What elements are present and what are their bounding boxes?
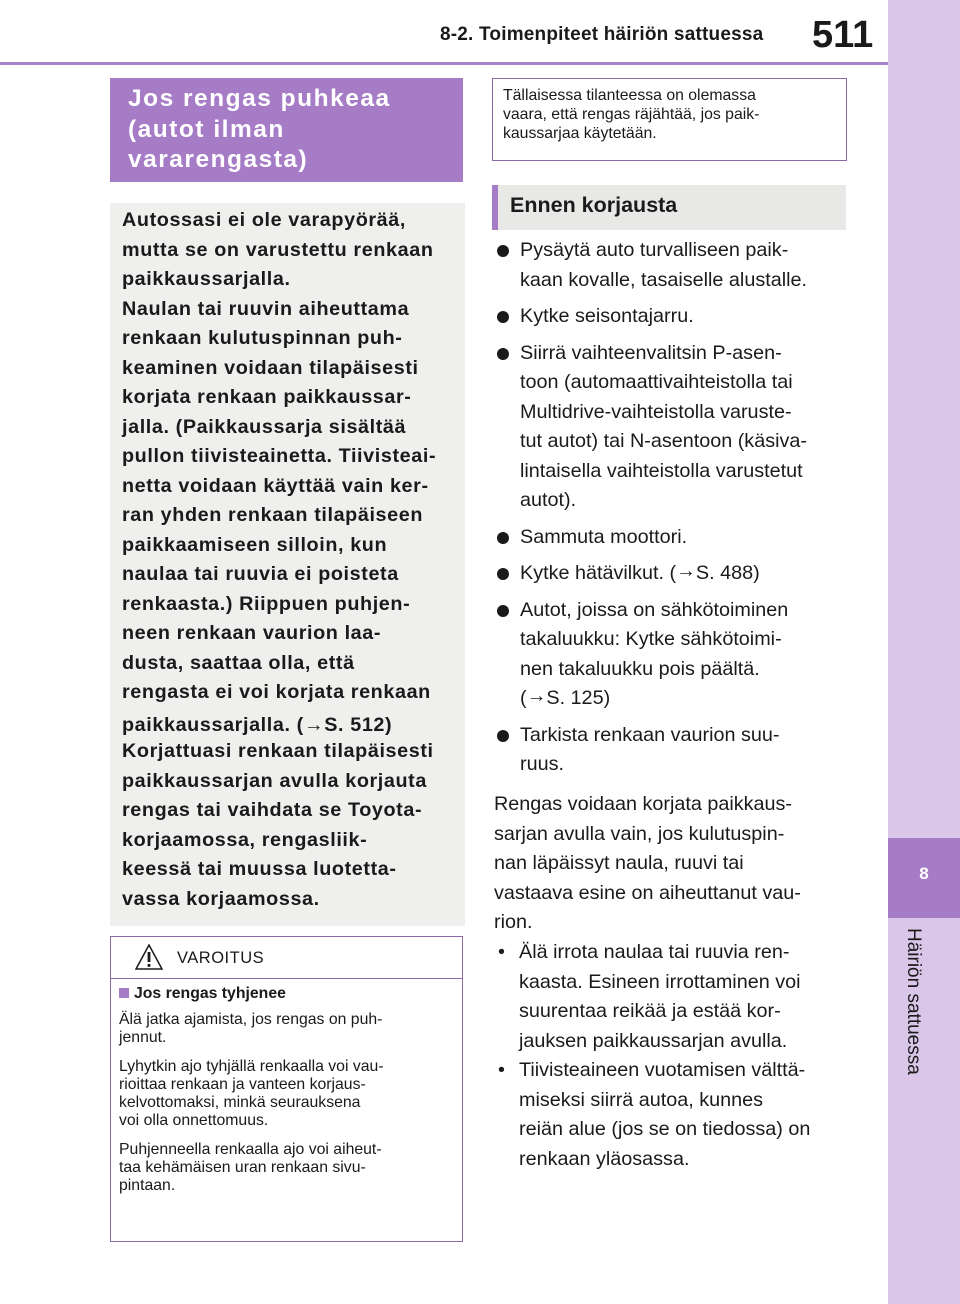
bullet-line: Autot, joissa on sähkötoiminen: [520, 598, 789, 621]
bullet-line: takaluukku: Kytke sähkötoimi-: [520, 628, 782, 650]
sub-bullet-line: miseksi siirrä autoa, kunnes: [519, 1088, 764, 1111]
warning-body: [111, 979, 462, 1195]
paragraph-line: nan läpäissyt naula, ruuvi tai: [494, 852, 744, 874]
paragraph-line: vastaava esine on aiheuttanut vau-: [494, 881, 801, 904]
bullet-dot-icon: [497, 245, 509, 257]
bullet-line-with-ref: [520, 559, 864, 589]
warning-line: Älä jatka ajamista, jos rengas on puh-: [119, 1011, 383, 1028]
note-box: [492, 78, 847, 161]
heading-line: vararengasta): [128, 146, 309, 173]
bullet-line: nen takaluukku pois päältä.: [520, 657, 760, 680]
intro-line: renkaan kulutuspinnan puh-: [122, 327, 403, 349]
intro-line: vassa korjaamossa.: [122, 887, 320, 910]
bullet-dot-icon: [497, 348, 509, 360]
warning-line: taa kehämäisen uran renkaan sivu-: [119, 1159, 366, 1176]
warning-line: voi olla onnettomuus.: [119, 1112, 269, 1129]
warning-box: [110, 936, 463, 1242]
warning-header: [111, 937, 462, 979]
chapter-label: Häiriön sattuessa: [903, 928, 924, 1075]
section-heading-flat-tire: [110, 78, 463, 182]
body-paragraph: [494, 790, 801, 938]
arrow-right-icon: →: [303, 713, 325, 736]
intro-line-with-ref: [122, 708, 455, 738]
bullet-list: [494, 236, 864, 787]
page-reference-link[interactable]: S. 512): [324, 713, 393, 736]
subsection-heading-text: Ennen korjausta: [510, 193, 678, 217]
section-title: 8-2. Toimenpiteet häiriön sattuessa: [440, 24, 764, 45]
chapter-number-box: [888, 838, 960, 918]
warning-subheading: [119, 985, 454, 1003]
sub-bullet-line: Tiivisteaineen vuotamisen välttä-: [519, 1059, 806, 1081]
list-item: [494, 938, 810, 1056]
warning-line: rioittaa renkaan ja vanteen korjaus-: [119, 1076, 366, 1093]
intro-line: jalla. (Paikkaussarja sisältää: [122, 415, 407, 438]
intro-line: korjaamossa, rengasliik-: [122, 828, 368, 851]
arrow-right-icon: →: [676, 560, 696, 582]
bullet-dot-icon: [497, 311, 509, 323]
bullet-dot-icon: [497, 532, 509, 544]
intro-line: rengasta ei voi korjata renkaan: [122, 681, 431, 703]
bullet-text: (: [520, 687, 527, 709]
note-line: kaussarjaa käytetään.: [503, 125, 657, 142]
list-item: [494, 302, 864, 332]
page-reference-link[interactable]: S. 488): [695, 562, 760, 584]
intro-line: paikkaussarjan avulla korjauta: [122, 769, 427, 792]
bullet-line-with-ref: [520, 684, 864, 714]
list-item: [494, 559, 864, 589]
list-item: [494, 523, 864, 553]
bullet-line: ruus.: [520, 753, 564, 775]
bullet-line: Siirrä vaihteenvalitsin P-asen-: [520, 341, 782, 364]
intro-line: paikkaussarjalla. (: [122, 713, 304, 736]
sub-bullet-line: Älä irrota naulaa tai ruuvia ren-: [519, 941, 790, 963]
paragraph-line: Rengas voidaan korjata paikkaus-: [494, 793, 792, 815]
sub-bullet-line: kaasta. Esineen irrottaminen voi: [519, 970, 801, 993]
warning-paragraph: [119, 1141, 454, 1195]
intro-line: keessä tai muussa luotetta-: [122, 858, 397, 880]
header-rule: [0, 62, 888, 65]
subsection-heading: [492, 185, 846, 230]
page-number: 511: [812, 14, 874, 56]
small-bullet-icon: •: [498, 941, 505, 963]
note-line: vaara, että rengas räjähtää, jos paik-: [503, 106, 760, 123]
sub-bullet-line: renkaan yläosassa.: [519, 1147, 690, 1170]
bullet-line: Pysäytä auto turvalliseen paik-: [520, 239, 789, 261]
list-item: [494, 339, 864, 516]
sub-bullet-line: suurentaa reikää ja estää kor-: [519, 1000, 781, 1022]
warning-line: pintaan.: [119, 1177, 176, 1194]
bullet-dot-icon: [497, 730, 509, 742]
intro-line: netta voidaan käyttää vain ker-: [122, 474, 429, 497]
intro-line: korjata renkaan paikkaussar-: [122, 386, 412, 408]
bullet-line: toon (automaattivaihteistolla tai: [520, 371, 793, 393]
bullet-line: lintaisella vaihteistolla varustetut: [520, 459, 803, 482]
bullet-line: kaan kovalle, tasaiselle alustalle.: [520, 268, 807, 291]
warning-paragraph: [119, 1011, 454, 1047]
warning-paragraph: [119, 1058, 454, 1130]
intro-line: keaminen voidaan tilapäisesti: [122, 356, 419, 379]
list-item: [494, 721, 864, 780]
bullet-line: Tarkista renkaan vaurion suu-: [520, 723, 780, 746]
warning-line: Lyhytkin ajo tyhjällä renkaalla voi vau-: [119, 1058, 384, 1075]
heading-line: Jos rengas puhkeaa: [128, 85, 391, 112]
list-item: [494, 596, 864, 714]
small-bullet-icon: •: [498, 1059, 505, 1081]
intro-line: renkaasta.) Riippuen puhjen-: [122, 592, 411, 615]
bullet-line: Sammuta moottori.: [520, 525, 688, 548]
intro-line: ran yhden renkaan tilapäiseen: [122, 504, 424, 526]
warning-line: kelvottomaksi, minkä seurauksena: [119, 1094, 361, 1111]
intro-line: mutta se on varustettu renkaan: [122, 238, 434, 261]
paragraph-line: sarjan avulla vain, jos kulutuspin-: [494, 822, 785, 845]
intro-line: pullon tiivisteainetta. Tiivisteai-: [122, 445, 437, 467]
warning-subheading-text: Jos rengas tyhjenee: [134, 985, 286, 1002]
paragraph-line: rion.: [494, 911, 533, 933]
page-reference-link[interactable]: S. 125): [546, 687, 611, 709]
sub-bullet-list: [494, 938, 810, 1174]
intro-line: dusta, saattaa olla, että: [122, 651, 355, 674]
warning-triangle-icon: [135, 944, 163, 970]
intro-line: neen renkaan vaurion laa-: [122, 622, 382, 644]
bullet-line: Kytke seisontajarru.: [520, 305, 694, 327]
list-item: [494, 1056, 810, 1174]
square-bullet-icon: [119, 988, 129, 998]
bullet-dot-icon: [497, 568, 509, 580]
bullet-dot-icon: [497, 605, 509, 617]
sub-bullet-line: reiän alue (jos se on tiedossa) on: [519, 1118, 811, 1140]
arrow-right-icon: →: [526, 685, 547, 707]
bullet-line: autot).: [520, 489, 577, 511]
note-line: Tällaisessa tilanteessa on olemassa: [503, 87, 756, 104]
intro-line: Autossasi ei ole varapyörää,: [122, 209, 406, 231]
sub-bullet-line: jauksen paikkaussarjan avulla.: [519, 1029, 788, 1052]
bullet-text: Kytke hätävilkut. (: [520, 562, 677, 584]
intro-line: Naulan tai ruuvin aiheuttama: [122, 297, 410, 320]
list-item: [494, 236, 864, 295]
intro-line: Korjattuasi renkaan tilapäisesti: [122, 740, 434, 762]
warning-title: VAROITUS: [177, 949, 265, 967]
intro-line: rengas tai vaihdata se Toyota-: [122, 799, 423, 821]
intro-line: naulaa tai ruuvia ei poisteta: [122, 563, 399, 585]
warning-line: Puhjenneella renkaalla ajo voi aiheut-: [119, 1141, 382, 1158]
chapter-number: 8: [919, 864, 929, 883]
intro-line: paikkaussarjalla.: [122, 268, 291, 290]
intro-line: paikkaamiseen silloin, kun: [122, 533, 388, 556]
bullet-line: tut autot) tai N-asentoon (käsiva-: [520, 430, 807, 452]
warning-line: jennut.: [119, 1029, 167, 1046]
intro-box: [110, 203, 465, 926]
chapter-side-tab: [888, 0, 960, 1304]
heading-line: (autot ilman: [128, 115, 285, 143]
bullet-line: Multidrive-vaihteistolla varuste-: [520, 400, 792, 423]
